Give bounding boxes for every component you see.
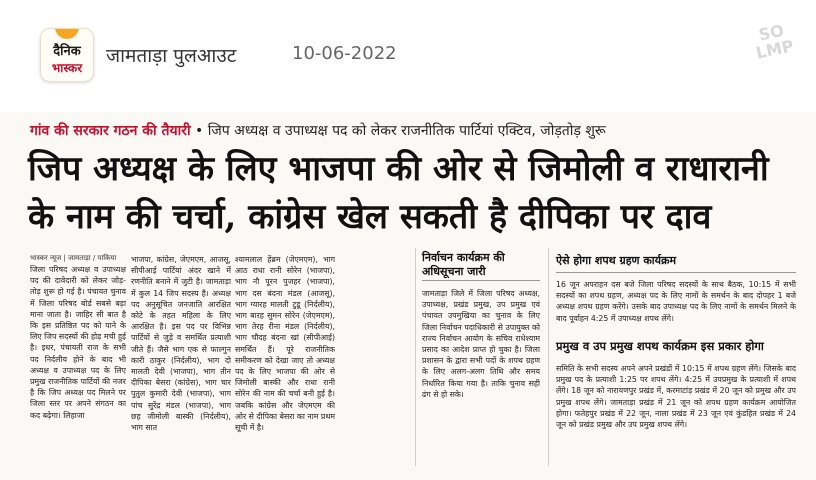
article-column-3: श्यामलाल हेंब्रम (जेएमएम), भाग आठ राधा रानी सोरेन (भाजपा), भाग नौ पूरन पुजहर (भाजपा), भाग दस बंदना मंडल (आजसू), भाग ग्यारह मालती टुडू (निर्दलीय), भाग बारह सुमन सोरेन (जेएमएम), भाग तेरह रीना मंडल (निर्दलीय), भाग चौदह बंदना खां (सीपीआई) समर्थित हैं। पूरे राजनीतिक समीकरण को देखा जाए तो अध्यक्ष पद के लिए भाजपा की ओर से जिमोली बास्की और राधा रानी सोरेन की नाम की चर्चा बनी हुई है। जबकि कांग्रेस और जेएमएम की ओर से दीपिका बेसरा का नाम प्रथम सूची में है। bbox=[235, 255, 335, 433]
box-text-pramukh-oath: समिति के सभी सदस्य अपने अपने प्रखंडों में 10:15 में शपथ ग्रहण लेंगे। जिसके बाद प्रमुख पद के प्रत्याशी 1:25 पर शपथ लेंगे। 4:25 में उपप्रमुख के प्रत्याशी में शपथ लेंगे। 18 जून को नारायणपुर प्रखंड में, करमाटांड़ प्रखंड में 20 जून को प्रमुख और उप प्रमुख शपथ लेंगे। जामताड़ा प्रखंड में 21 जून को शपथ ग्रहण कार्यक्रम आयोजित होगा। फतेहपुर प्रखंड में 22 जून, नाला प्रखंड में 23 जून एवं कुंडहित प्रखंड में 24 जून को प्रखंड प्रमुख और उप प्रमुख शपथ लेंगे। bbox=[556, 364, 796, 430]
column-divider bbox=[548, 248, 549, 466]
edition-title: जामताड़ा पुलआउट bbox=[106, 45, 237, 67]
byline: भास्कर न्यूज | जामताड़ा / पाकिया bbox=[30, 254, 117, 262]
box-title-notification: निर्वाचन कार्यक्रम की अधिसूचना जारी bbox=[422, 251, 505, 278]
sun-icon bbox=[55, 28, 79, 39]
strapline bbox=[30, 121, 606, 140]
headline bbox=[28, 145, 798, 241]
edition-date: 10-06-2022 bbox=[292, 43, 397, 64]
logo-line-2: भास्कर bbox=[51, 61, 83, 75]
box-divider bbox=[422, 280, 540, 281]
box-title-oath-schedule: ऐसे होगा शपथ ग्रहण कार्यक्रम bbox=[556, 254, 677, 267]
dainik-bhaskar-logo[interactable] bbox=[40, 28, 94, 82]
logo-line-1: दैनिक bbox=[53, 44, 81, 59]
headline-line-1: जिप अध्यक्ष के लिए भाजपा की ओर से जिमोली व राधारानी bbox=[28, 149, 769, 189]
app-header bbox=[0, 0, 816, 112]
article-column-1: जिला परिषद अध्यक्ष व उपाध्यक्ष पद की दावेदारी को लेकर जोड़-तोड़ शुरू हो गई है। पंचायत चुनाव में जिला परिषद बोर्ड सबसे बड़ा माना जाता है। जाहिर सी बात है कि इस प्रतिष्ठित पद को पाने के लिए जिप सदस्यों की होड़ मची हुई है। इधर, पंचायती राज के सभी पद निर्दलीय होने के बाद भी अध्यक्ष व उपाध्यक्ष पद के लिए प्रमुख राजनीतिक पार्टियों की नजर है कि जिप अध्यक्ष पद मिलने पर जिला स्तर पर अपने संगठन का कद बढ़ेगा। लिहाजा bbox=[30, 265, 126, 420]
box-title-pramukh-oath: प्रमुख व उप प्रमुख शपथ कार्यक्रम इस प्रकार होगा bbox=[556, 339, 764, 353]
column-divider bbox=[415, 248, 416, 466]
article-column-2: भाजपा, कांग्रेस, जेएमएम, आजसू, सीपीआई पार्टियां अंदर खाने में रणनीति बनाने में जुटी है। जामताड़ा में कुल 14 जिप सदस्य है। अध्यक्ष पद अनुसूचित जनजाति आरक्षित कोटे के तहत महिला के लिए आरक्षित है। इस पद पर विभिन्न पार्टियों से जुड़े व समर्थित प्रत्याशी जीते हैं। जैसे भाग एक से फाल्गुन कारी ठाकुर (निर्दलीय), भाग दो मालती देवी (भाजपा), भाग तीन दीपिका बेसरा (कांग्रेस), भाग चार पुतुल कुमारी देवी (भाजपा), भाग पांच सुरेंद्र मंडल (भाजपा), भाग छह जीमोली बास्की (निर्दलीय), भाग सात bbox=[131, 255, 231, 433]
kicker: गांव की सरकार गठन की तैयारी bbox=[30, 123, 191, 139]
strap-text: • जिप अध्यक्ष व उपाध्यक्ष पद को लेकर राजनीतिक पार्टियां एक्टिव, जोड़तोड़ शुरू bbox=[195, 123, 606, 139]
box-text-notification: जामताड़ा जिले में जिला परिषद अध्यक्ष, उपाध्यक्ष, प्रखंड प्रमुख, उप प्रमुख एवं पंचायत उपमुखिया का चुनाव के लिए जिला निर्वाचन पदाधिकारी से उपायुक्त को राज्य निर्वाचन आयोग के सचिव राधेश्याम प्रसाद का आदेश प्राप्त हो चुका है। जिला प्रशासन के द्वारा सभी पदों के शपथ ग्रहण के लिए अलग-अलग तिथि और समय निर्धारित किया गया है। ताकि चुनाव सही ढंग से हो सके। bbox=[422, 289, 540, 399]
headline-line-2: के नाम की चर्चा, कांग्रेस खेल सकती है दीपिका पर दाव bbox=[28, 197, 712, 237]
watermark: SO LMP bbox=[754, 20, 796, 63]
box-divider bbox=[556, 272, 796, 273]
box-text-oath-schedule: 16 जून अपराहन दस बजे जिला परिषद सदस्यों के साथ बैठक, 10:15 में सभी सदस्यों का शपथ ग्रहण, अध्यक्ष पद के लिए नामों के समर्थन के बाद दोपहर 1 बजे अध्यक्ष शपथ ग्रहण करेंगे। उसके बाद उपाध्यक्ष पद के लिए नामों के समर्थन मिलने के बाद पूर्वाहन 4:25 में उपाध्यक्ष शपथ लेंगे। bbox=[556, 280, 796, 323]
